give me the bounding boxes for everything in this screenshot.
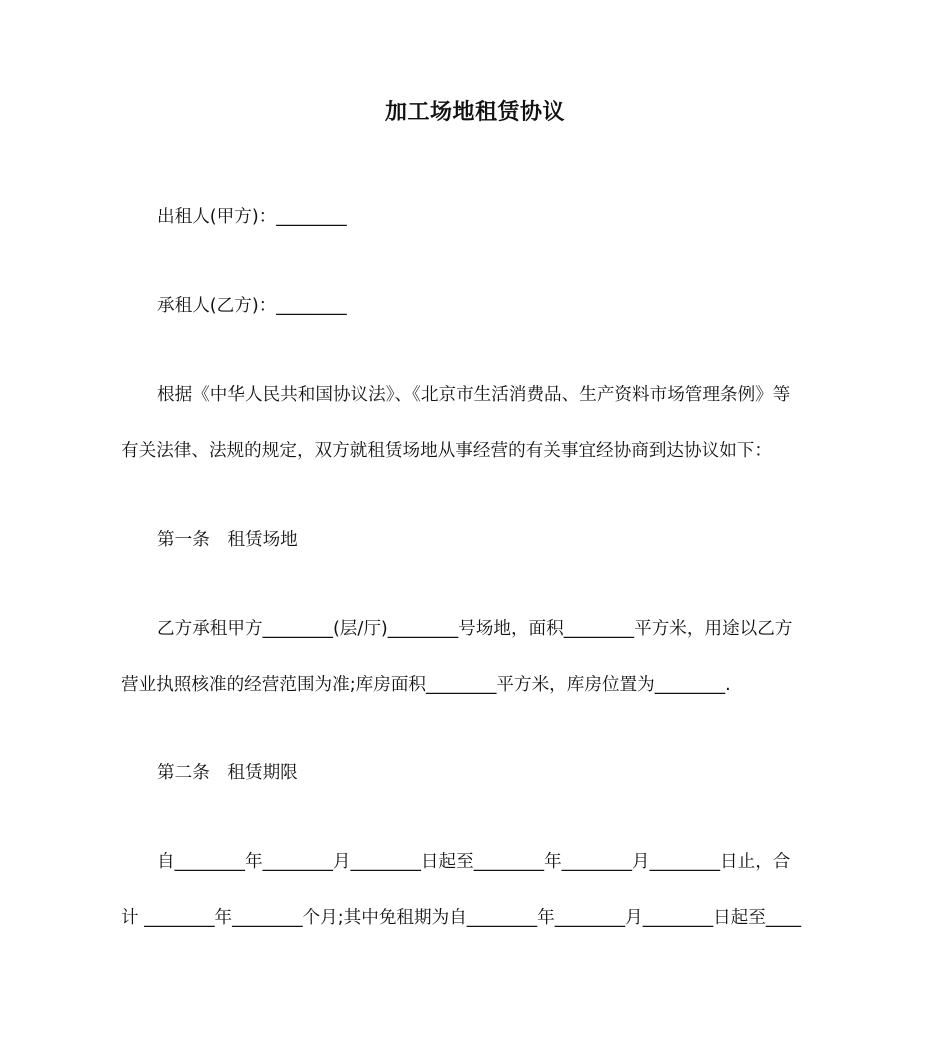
article-1-heading: 第一条 租赁场地	[157, 530, 298, 550]
preamble-line-1: 根据《中华人民共和国协议法》、《北京市生活消费品、生产资料市场管理条例》等	[157, 385, 791, 405]
document-title: 加工场地租赁协议	[384, 100, 565, 125]
article-1-line-1: 乙方承租甲方________(层/厅)________号场地，面积________平方米，用途以乙方	[157, 619, 793, 639]
lessee-line: 承租人(乙方)：________	[157, 296, 347, 316]
lessor-line: 出租人(甲方)：________	[157, 207, 347, 227]
preamble-line-2: 有关法律、法规的规定，双方就租赁场地从事经营的有关事宜经协商到达协议如下：	[121, 441, 772, 461]
article-2-line-1: 自________年________月________日起至________年________月________日止，合	[157, 852, 791, 872]
article-2-line-2: 计 ________年________个月;其中免租期为自________年________月________日起至____	[121, 908, 802, 928]
article-2-heading: 第二条 租赁期限	[157, 763, 298, 783]
article-1-line-2: 营业执照核准的经营范围为准;库房面积________平方米，库房位置为________.	[121, 675, 731, 695]
